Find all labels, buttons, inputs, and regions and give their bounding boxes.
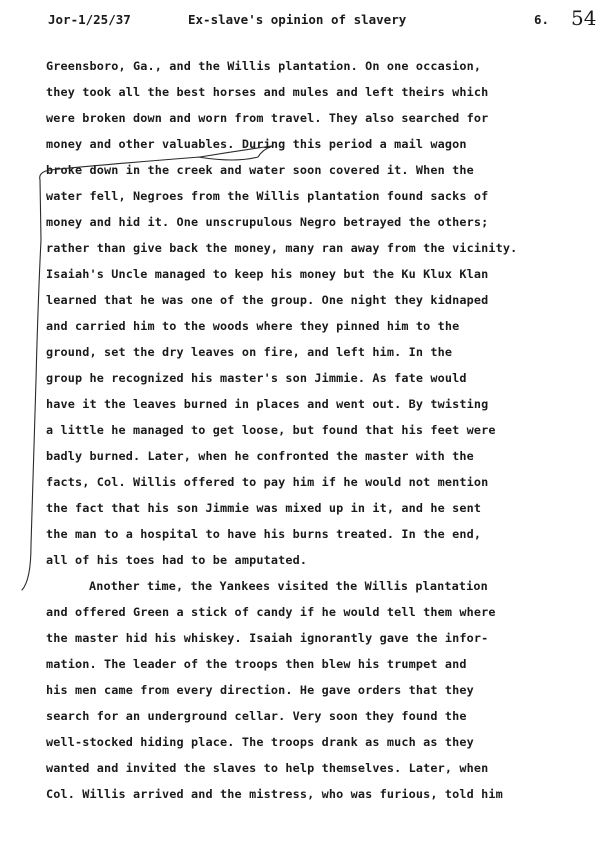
text-line: they took all the best horses and mules and left theirs which [46, 85, 489, 99]
document-id: Jor-1/25/37 [48, 12, 131, 27]
text-line: all of his toes had to be amputated. [46, 553, 308, 567]
text-line: well-stocked hiding place. The troops drank as much as they [46, 735, 474, 749]
text-line: Greensboro, Ga., and the Willis plantation. On one occasion, [46, 59, 482, 73]
text-line: his men came from every direction. He gave orders that they [46, 683, 474, 697]
text-line: Isaiah's Uncle managed to keep his money but the Ku Klux Klan [46, 267, 489, 281]
text-line: money and other valuables. During this period a mail wagon [46, 137, 467, 151]
text-line: have it the leaves burned in places and went out. By twisting [46, 397, 489, 411]
text-line: the master hid his whiskey. Isaiah ignorantly gave the infor- [46, 631, 489, 645]
text-line: water fell, Negroes from the Willis plantation found sacks of [46, 189, 489, 203]
text-line: the man to a hospital to have his burns treated. In the end, [46, 527, 482, 541]
page-number: 6. [534, 12, 550, 27]
folio-number: 54 [571, 6, 597, 30]
text-line: were broken down and worn from travel. They also searched for [46, 111, 489, 125]
text-line: learned that he was one of the group. One night they kidnaped [46, 293, 489, 307]
text-line: the fact that his son Jimmie was mixed up in it, and he sent [46, 501, 482, 515]
text-line: Col. Willis arrived and the mistress, who was furious, told him [46, 787, 503, 801]
text-line: and carried him to the woods where they pinned him to the [46, 319, 460, 333]
text-line: broke down in the creek and water soon covered it. When the [46, 163, 474, 177]
text-line: rather than give back the money, many ran away from the vicinity. [46, 241, 518, 255]
text-line: and offered Green a stick of candy if he would tell them where [46, 605, 496, 619]
text-line: money and hid it. One unscrupulous Negro betrayed the others; [46, 215, 489, 229]
text-line: a little he managed to get loose, but found that his feet were [46, 423, 496, 437]
page-header [48, 6, 597, 30]
text-line: search for an underground cellar. Very soon they found the [46, 709, 467, 723]
text-line: ground, set the dry leaves on fire, and left him. In the [46, 345, 453, 359]
text-line: mation. The leader of the troops then blew his trumpet and [46, 657, 467, 671]
text-line: group he recognized his master's son Jimmie. As fate would [46, 371, 467, 385]
document-title: Ex-slave's opinion of slavery [188, 12, 407, 27]
text-line: badly burned. Later, when he confronted the master with the [46, 449, 474, 463]
text-line: Another time, the Yankees visited the Willis plantation [89, 579, 488, 593]
text-line: facts, Col. Willis offered to pay him if he would not mention [46, 475, 489, 489]
text-line: wanted and invited the slaves to help themselves. Later, when [46, 761, 489, 775]
